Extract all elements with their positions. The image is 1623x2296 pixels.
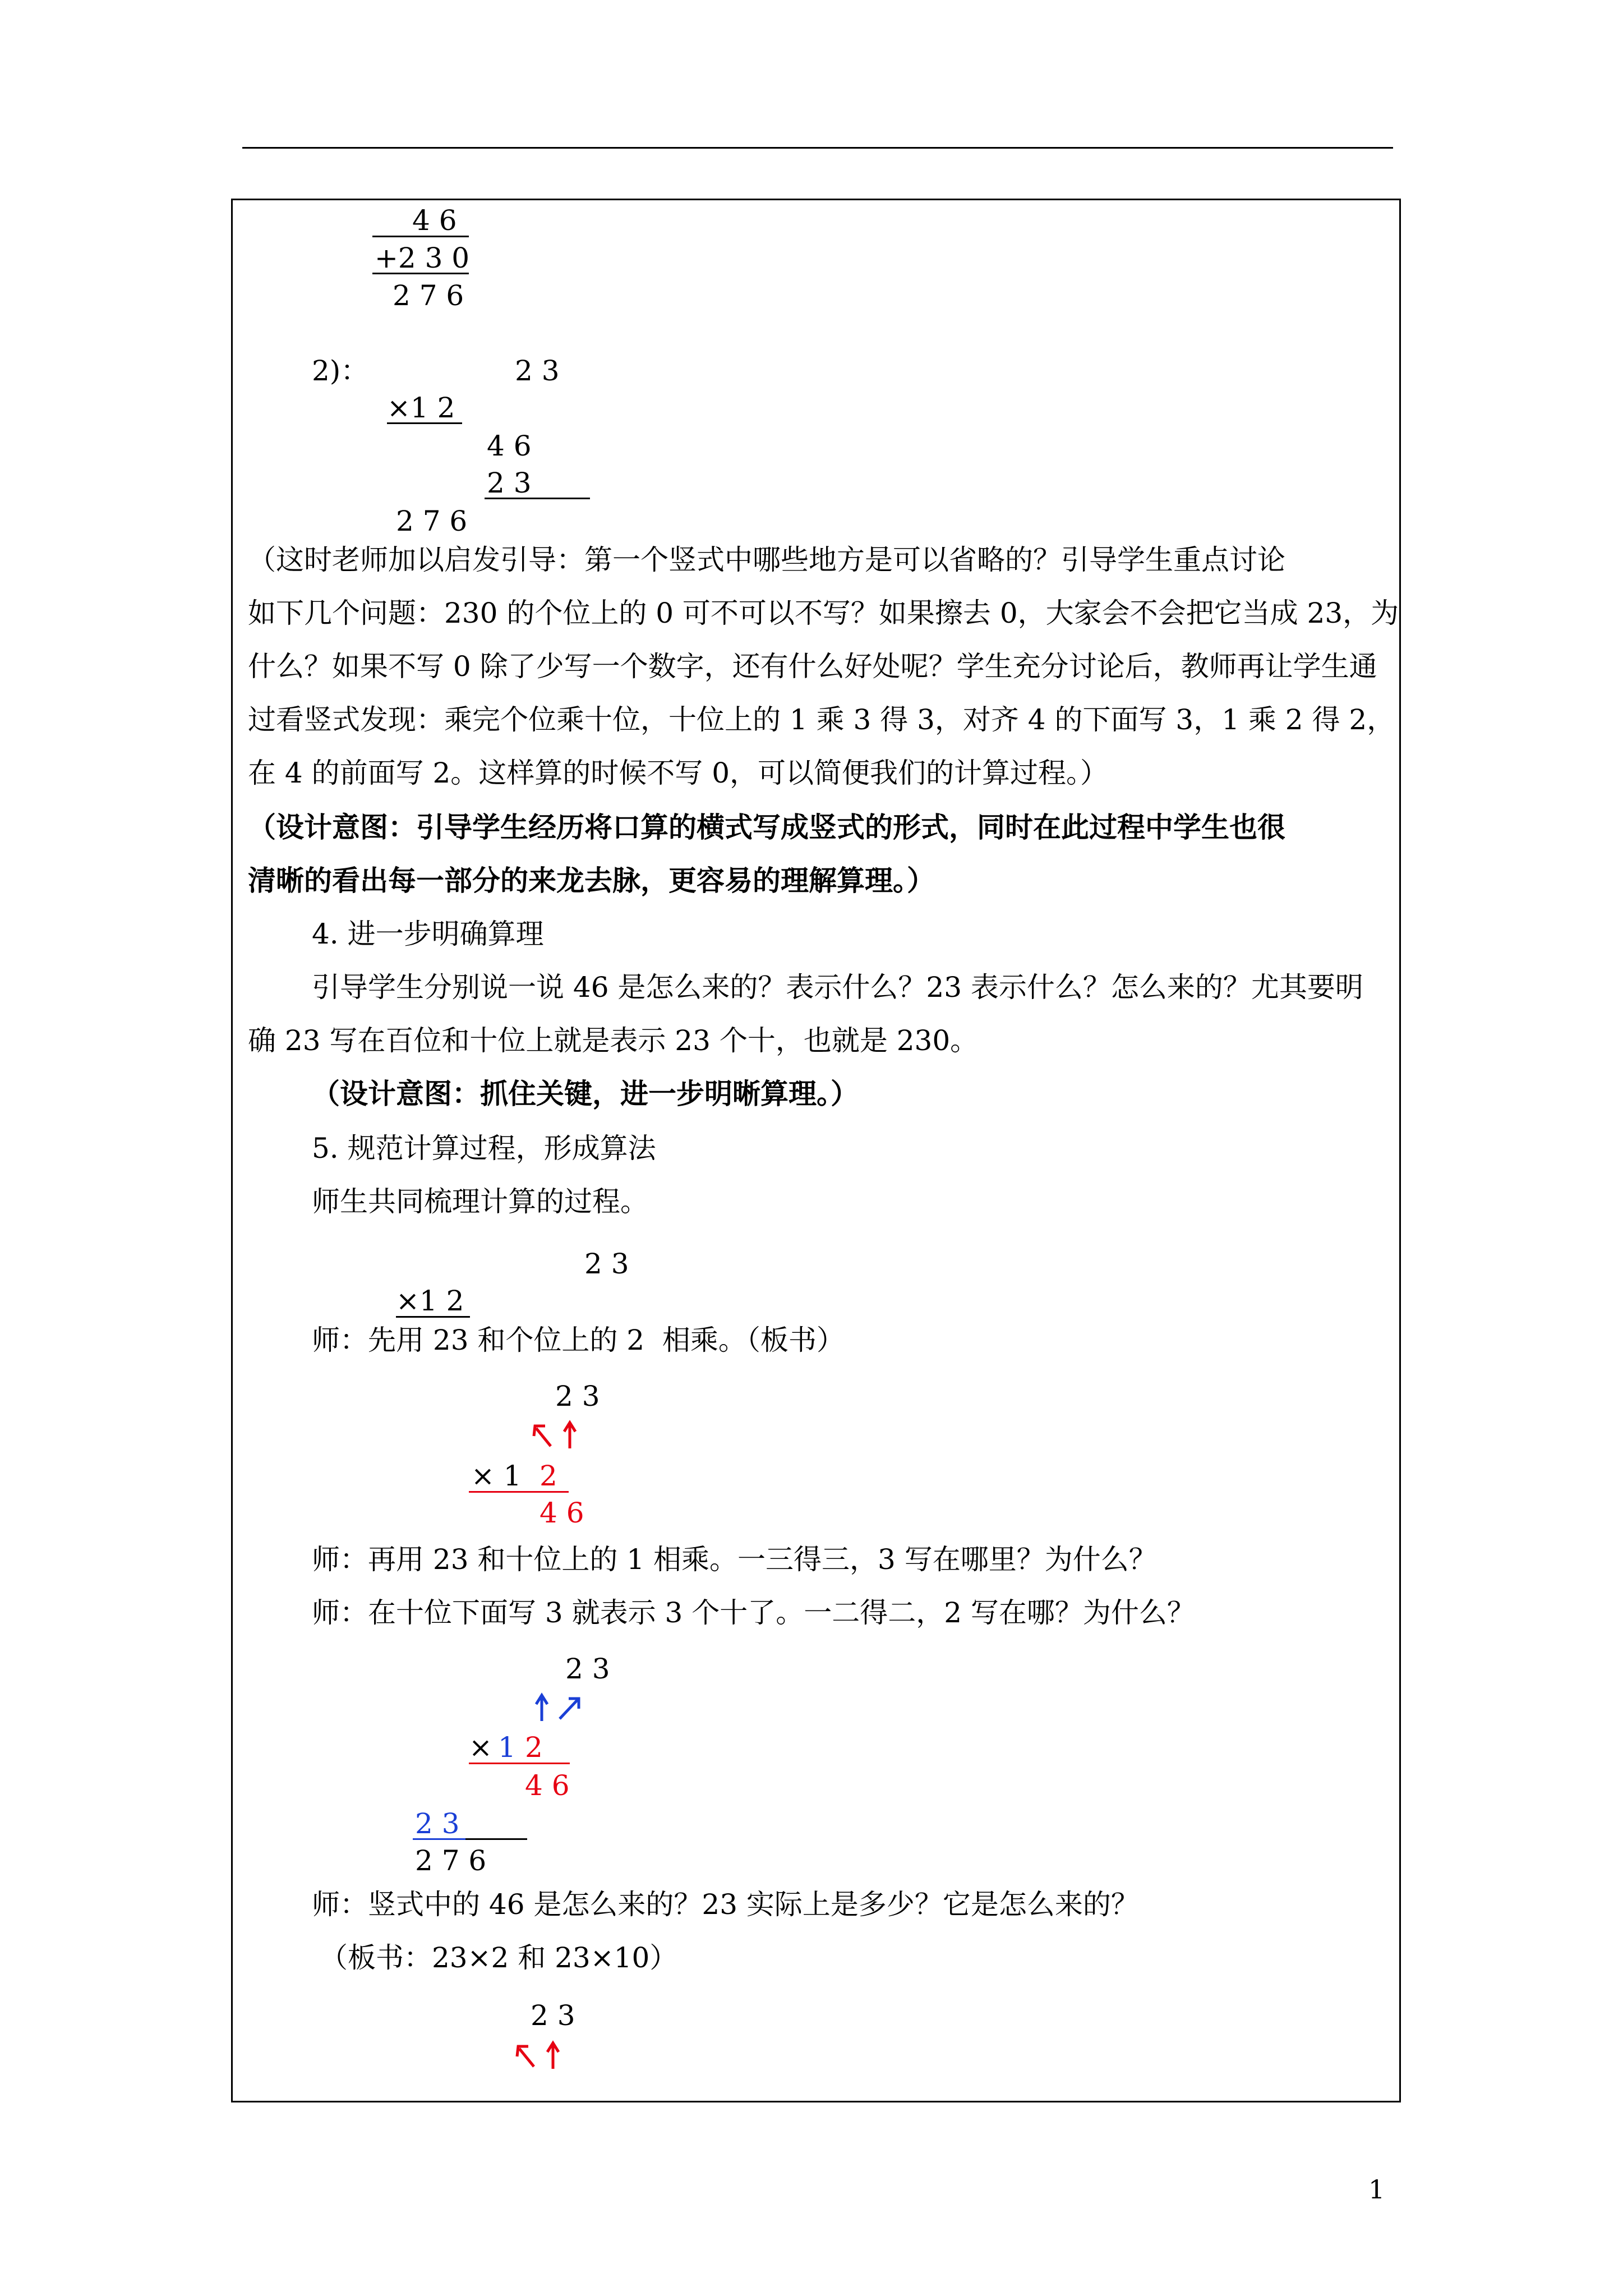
teacher-line-3: 师：在十位下面写 3 就表示 3 个十了。一二得二，2 写在哪？为什么？	[312, 1596, 1195, 1629]
calc4-arrows	[522, 1414, 589, 1453]
teacher-line-4: 师：竖式中的 46 是怎么来的？23 实际上是多少？它是怎么来的？	[312, 1888, 1139, 1921]
design-intent-2: （设计意图：抓住关键，进一步明晰算理。）	[312, 1078, 859, 1110]
teacher-hint-line-2: 如下几个问题：230 的个位上的 0 可不可以不写？如果擦去 0，大家会不会把它当成 23，为	[248, 597, 1399, 629]
calc5-mult-two: 2	[525, 1731, 543, 1764]
calc4-top: 2 3	[555, 1380, 600, 1412]
calc6-top: 2 3	[531, 1999, 575, 2032]
section-4-body-line-2: 确 23 写在百位和十位上就是表示 23 个十，也就是 230。	[248, 1024, 979, 1057]
teacher-line-2: 师：再用 23 和十位上的 1 相乘。一三得三，3 写在哪里？为什么？	[312, 1543, 1157, 1576]
calc5-partial-1: 4 6	[525, 1769, 570, 1802]
calc2-label: 2)：	[312, 355, 369, 387]
page-number: 1	[1368, 2174, 1385, 2205]
top-calc-overline	[372, 236, 469, 237]
calc2-result: 2 7 6	[396, 505, 468, 537]
section-4-body-line-1: 引导学生分别说一说 46 是怎么来的？表示什么？23 表示什么？怎么来的？尤其要明	[312, 971, 1363, 1004]
calc2-mult: ×1 2	[387, 392, 455, 424]
calc6-arrows	[505, 2034, 572, 2073]
calc5-partial-2: 2 3	[415, 1807, 460, 1840]
calc2-partial-1: 4 6	[487, 430, 532, 462]
section-4-title: 4. 进一步明确算理	[312, 918, 544, 950]
calc5-mult-underline	[469, 1763, 570, 1764]
calc5-mult-sign: ×	[469, 1731, 492, 1764]
calc4-mult-digit: 2	[540, 1460, 557, 1492]
top-calc-line-3: 2 7 6	[393, 279, 464, 312]
teacher-hint-line-1: （这时老师加以启发引导：第一个竖式中哪些地方是可以省略的？引导学生重点讨论	[248, 544, 1285, 576]
teacher-hint-line-3: 什么？如果不写 0 除了少写一个数字，还有什么好处呢？学生充分讨论后，教师再让学生通	[248, 650, 1377, 683]
calc3-mult: ×1 2	[396, 1285, 464, 1317]
design-intent-1-line-1: （设计意图：引导学生经历将口算的横式写成竖式的形式，同时在此过程中学生也很	[248, 811, 1285, 844]
calc4-mult-sign: × 1	[471, 1460, 522, 1492]
calc5-sum-underline	[465, 1838, 527, 1840]
calc5-partial-2-underline	[413, 1838, 465, 1840]
section-5-title: 5. 规范计算过程，形成算法	[312, 1132, 656, 1165]
board-note: （板书：23×2 和 23×10）	[320, 1941, 678, 1974]
calc5-top: 2 3	[565, 1653, 610, 1685]
teacher-hint-line-4: 过看竖式发现：乘完个位乘十位，十位上的 1 乘 3 得 3，对齐 4 的下面写 3，1 乘 2 得 2，	[248, 703, 1395, 736]
calc4-mult-underline	[469, 1491, 569, 1493]
calc2-partial-2: 2 3	[487, 467, 532, 499]
section-5-intro: 师生共同梳理计算的过程。	[312, 1185, 648, 1218]
calc2-partial-underline	[485, 498, 590, 499]
teacher-line-1: 师：先用 23 和个位上的 2 相乘。（板书）	[312, 1324, 845, 1356]
calc2-top: 2 3	[515, 355, 560, 387]
calc3-top: 2 3	[584, 1248, 629, 1280]
teacher-hint-line-5: 在 4 的前面写 2。这样算的时候不写 0，可以简便我们的计算过程。）	[248, 757, 1109, 789]
calc5-mult-one: 1	[498, 1731, 516, 1764]
design-intent-1-line-2: 清晰的看出每一部分的来龙去脉，更容易的理解算理。）	[248, 864, 935, 897]
calc4-partial-1: 4 6	[540, 1497, 584, 1529]
calc5-result: 2 7 6	[415, 1844, 487, 1877]
calc5-arrows	[527, 1686, 600, 1726]
header-rule	[242, 147, 1393, 149]
calc3-mult-underline	[396, 1316, 470, 1318]
top-calc-line-2: +2 3 0	[375, 242, 470, 274]
calc2-mult-underline	[387, 422, 462, 424]
top-calc-line-1: 4 6	[412, 204, 457, 237]
top-calc-underline	[372, 273, 469, 274]
